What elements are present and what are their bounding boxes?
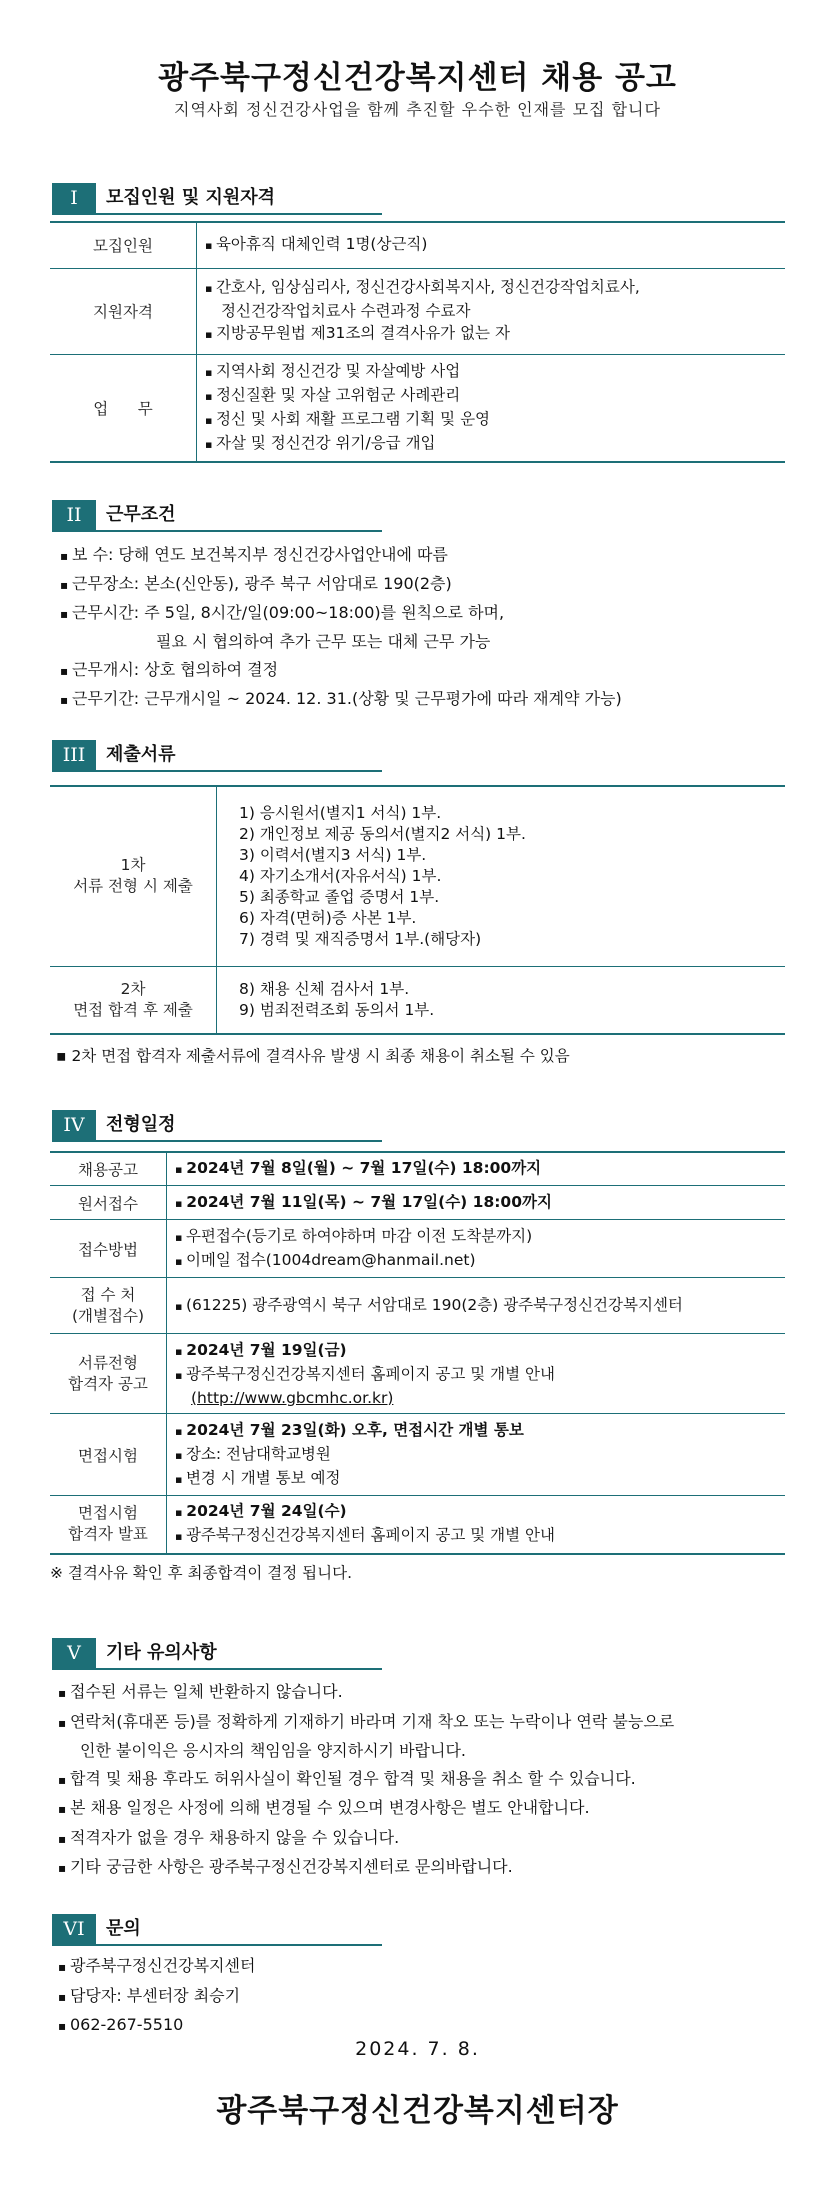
list-item: ▪ 2024년 7월 23일(화) 오후, 면접시간 개별 통보 xyxy=(175,1419,777,1443)
list-item: ▪ 2024년 7월 8일(월) ~ 7월 17일(수) 18:00까지 xyxy=(175,1157,777,1181)
list-item: ▪ 연락처(휴대폰 등)를 정확하게 기재하기 바라며 기재 착오 또는 누락이나 연락 불능으로 xyxy=(58,1708,674,1738)
note-text: 2차 면접 합격자 제출서류에 결격사유 발생 시 최종 채용이 취소될 수 있음 xyxy=(71,1047,570,1065)
list-item: 정신건강작업치료사 수련과정 수료자 xyxy=(221,302,471,320)
table-row xyxy=(50,1220,785,1278)
list-item: 3) 이력서(별지3 서식) 1부. xyxy=(239,845,427,864)
table-row xyxy=(50,222,785,268)
section-title: 문의 xyxy=(106,1918,141,1939)
section-number: III xyxy=(52,740,96,770)
list-item: ▪ 2024년 7월 11일(목) ~ 7월 17일(수) 18:00까지 xyxy=(175,1191,777,1215)
row-content xyxy=(167,1186,786,1220)
row-content xyxy=(167,1334,786,1414)
row-content xyxy=(217,786,786,966)
table-row xyxy=(50,1278,785,1334)
row-content xyxy=(197,268,786,354)
section-5-header xyxy=(52,1638,382,1670)
list-item: ▪ 광주북구정신건강복지센터 홈페이지 공고 및 개별 안내 xyxy=(175,1524,777,1548)
table-row xyxy=(50,1186,785,1220)
list-item: 4) 자기소개서(자유서식) 1부. xyxy=(239,866,442,885)
signature: 광주북구정신건강복지센터장 xyxy=(216,2093,619,2129)
table-row xyxy=(50,966,785,1034)
schedule-table xyxy=(50,1151,785,1555)
documents-note: ▪ 2차 면접 합격자 제출서류에 결격사유 발생 시 최종 채용이 취소될 수 있음 xyxy=(56,1047,570,1065)
list-item: ▪ 근무개시: 상호 협의하여 결정 xyxy=(60,656,622,685)
section-title: 모집인원 및 지원자격 xyxy=(106,187,276,208)
contact-list xyxy=(58,1952,255,2041)
list-item: ▪ 2024년 7월 24일(수) xyxy=(175,1500,777,1524)
row-content xyxy=(167,1278,786,1334)
row-header-line: 2차 xyxy=(120,979,146,998)
recruit-table xyxy=(50,221,785,463)
table-row xyxy=(50,1414,785,1496)
list-item: ▪ 담당자: 부센터장 최승기 xyxy=(58,1982,255,2012)
table-row xyxy=(50,354,785,462)
table-row xyxy=(50,1152,785,1186)
row-header-line: 접 수 처 xyxy=(80,1285,136,1304)
section-4-header xyxy=(52,1110,382,1142)
list-item: ▪ 지방공무원법 제31조의 결격사유가 없는 자 xyxy=(205,322,777,346)
notice-date: 2024. 7. 8. xyxy=(355,2038,480,2060)
row-header: 지원자격 xyxy=(50,268,197,354)
section-title: 근무조건 xyxy=(106,504,176,525)
documents-table xyxy=(50,785,785,1035)
list-item: ▪ 이메일 접수(1004dream@hanmail.net) xyxy=(175,1249,777,1273)
list-item: ▪ 광주북구정신건강복지센터 홈페이지 공고 및 개별 안내 xyxy=(175,1363,777,1387)
row-header-line: 서류 전형 시 제출 xyxy=(73,877,193,896)
list-item: 인한 불이익은 응시자의 책임임을 양지하시기 바랍니다. xyxy=(80,1741,467,1760)
row-header: 접수방법 xyxy=(50,1220,167,1278)
row-content xyxy=(167,1220,786,1278)
row-header xyxy=(50,786,217,966)
row-header xyxy=(50,1496,167,1554)
list-item: 2) 개인정보 제공 동의서(별지2 서식) 1부. xyxy=(239,824,526,843)
row-header xyxy=(50,1334,167,1414)
list-item: ▪ (61225) 광주광역시 북구 서암대로 190(2층) 광주북구정신건강복지센터 xyxy=(175,1294,777,1318)
row-content xyxy=(167,1414,786,1496)
section-number: VI xyxy=(52,1914,96,1944)
list-item: ▪ 정신 및 사회 재활 프로그램 기획 및 운영 xyxy=(205,408,777,432)
schedule-note: ※ 결격사유 확인 후 최종합격이 결정 됩니다. xyxy=(50,1564,353,1582)
row-header-line: 합격자 발표 xyxy=(68,1525,148,1544)
list-item: ▪ 광주북구정신건강복지센터 xyxy=(58,1952,255,1982)
row-header: 채용공고 xyxy=(50,1152,167,1186)
list-item: ▪ 우편접수(등기로 하여야하며 마감 이전 도착분까지) xyxy=(175,1225,777,1249)
list-item: 5) 최종학교 졸업 증명서 1부. xyxy=(239,887,440,906)
list-item: ▪ 근무시간: 주 5일, 8시간/일(09:00~18:00)를 원칙으로 하며, xyxy=(60,599,622,628)
list-item: ▪ 자살 및 정신건강 위기/응급 개입 xyxy=(205,432,777,456)
list-item: 1) 응시원서(별지1 서식) 1부. xyxy=(239,803,442,822)
list-item: 8) 채용 신체 검사서 1부. xyxy=(239,979,410,998)
list-item: ▪ 기타 궁금한 사항은 광주북구정신건강복지센터로 문의바랍니다. xyxy=(58,1853,674,1883)
row-header-line: 면접시험 xyxy=(78,1504,138,1523)
row-header: 원서접수 xyxy=(50,1186,167,1220)
list-item: ▪ 062-267-5510 xyxy=(58,2011,255,2041)
list-item: ▪ 지역사회 정신건강 및 자살예방 사업 xyxy=(205,360,777,384)
row-content xyxy=(197,222,786,268)
page-title: 광주북구정신건강복지센터 채용 공고 xyxy=(158,60,677,96)
row-header-line: 1차 xyxy=(120,856,146,875)
section-number: II xyxy=(52,500,96,530)
list-item: ▪ 정신질환 및 자살 고위험군 사례관리 xyxy=(205,384,777,408)
list-item: ▪ 2024년 7월 19일(금) xyxy=(175,1339,777,1363)
section-3-header xyxy=(52,740,382,772)
list-item: ▪ 적격자가 없을 경우 채용하지 않을 수 있습니다. xyxy=(58,1824,674,1854)
section-number: I xyxy=(52,183,96,213)
row-content xyxy=(197,354,786,462)
list-item: ▪ 보 수: 당해 연도 보건복지부 정신건강사업안내에 따름 xyxy=(60,541,622,570)
row-header-line: 서류전형 xyxy=(78,1353,138,1372)
homepage-link[interactable]: (http://www.gbcmhc.or.kr) xyxy=(191,1388,394,1407)
page-subtitle: 지역사회 정신건강사업을 함께 추진할 우수한 인재를 모집 합니다 xyxy=(174,100,661,119)
row-content xyxy=(167,1496,786,1554)
section-number: IV xyxy=(52,1110,96,1140)
section-title: 전형일정 xyxy=(106,1114,176,1135)
section-2-header xyxy=(52,500,382,532)
list-item: ▪ 접수된 서류는 일체 반환하지 않습니다. xyxy=(58,1678,674,1708)
section-6-header xyxy=(52,1914,382,1946)
list-item: ▪ 육아휴직 대체인력 1명(상근직) xyxy=(205,233,777,257)
row-content xyxy=(167,1152,786,1186)
section-title: 제출서류 xyxy=(106,744,176,765)
section-number: V xyxy=(52,1638,96,1668)
table-row xyxy=(50,268,785,354)
list-item: ▪ 장소: 전남대학교병원 xyxy=(175,1443,777,1467)
row-content xyxy=(217,966,786,1034)
list-item: ▪ 변경 시 개별 통보 예정 xyxy=(175,1467,777,1491)
list-item: ▪ 근무기간: 근무개시일 ~ 2024. 12. 31.(상황 및 근무평가에 따라 재계약 가능) xyxy=(60,685,622,714)
row-header-line: (개별접수) xyxy=(72,1306,144,1325)
list-item: 7) 경력 및 재직증명서 1부.(해당자) xyxy=(239,929,482,948)
list-item: ▪ 본 채용 일정은 사정에 의해 변경될 수 있으며 변경사항은 별도 안내합니다. xyxy=(58,1794,674,1824)
row-header-line: 합격자 공고 xyxy=(68,1374,148,1393)
list-item: ▪ 간호사, 임상심리사, 정신건강사회복지사, 정신건강작업치료사, xyxy=(205,276,777,300)
row-header: 모집인원 xyxy=(50,222,197,268)
list-item: ▪ 합격 및 채용 후라도 허위사실이 확인될 경우 합격 및 채용을 취소 할 수 있습니다. xyxy=(58,1765,674,1795)
list-item: ▪ 근무장소: 본소(신안동), 광주 북구 서암대로 190(2층) xyxy=(60,570,622,599)
list-item: 필요 시 협의하여 추가 근무 또는 대체 근무 가능 xyxy=(156,632,491,651)
list-item: 9) 범죄전력조회 동의서 1부. xyxy=(239,1000,435,1019)
notes-list xyxy=(58,1678,674,1883)
table-row xyxy=(50,1334,785,1414)
row-header: 면접시험 xyxy=(50,1414,167,1496)
row-header xyxy=(50,1278,167,1334)
row-header: 업 무 xyxy=(50,354,197,462)
row-header xyxy=(50,966,217,1034)
list-item: 6) 자격(면허)증 사본 1부. xyxy=(239,908,417,927)
table-row xyxy=(50,786,785,966)
table-row xyxy=(50,1496,785,1554)
section-title: 기타 유의사항 xyxy=(106,1642,217,1663)
work-conditions-list xyxy=(60,541,622,714)
section-1-header xyxy=(52,183,382,215)
row-header-line: 면접 합격 후 제출 xyxy=(73,1000,193,1019)
